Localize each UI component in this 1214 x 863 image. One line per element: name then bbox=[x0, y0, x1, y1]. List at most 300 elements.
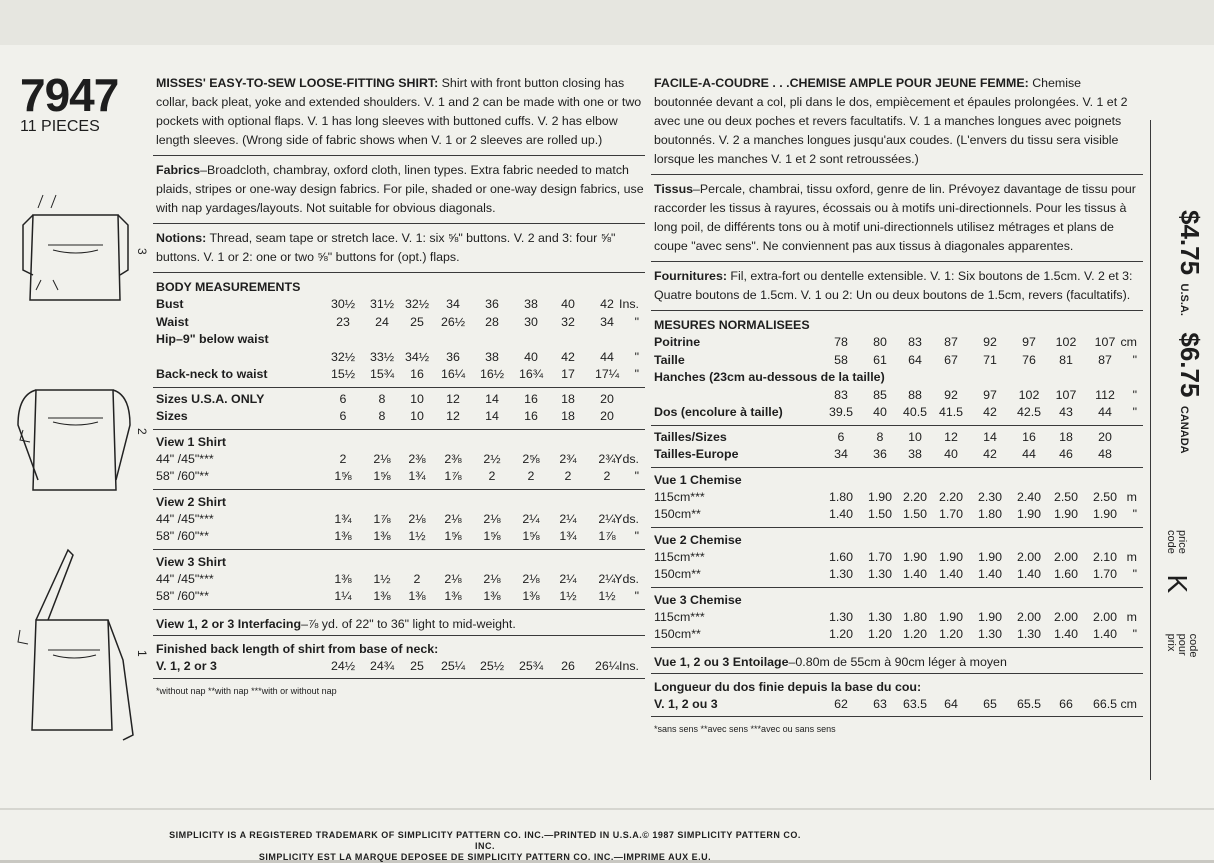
table-row bbox=[651, 369, 1143, 387]
cell-unit: " bbox=[1132, 387, 1137, 402]
cell-value: 2½ bbox=[483, 451, 501, 466]
cell-value: 1.20 bbox=[867, 627, 893, 641]
cell-value: 1⅜ bbox=[373, 589, 391, 603]
cell-unit: " bbox=[634, 314, 639, 329]
cell-value: 1.80 bbox=[828, 489, 854, 504]
cell-value: 15½ bbox=[330, 367, 356, 381]
cell-value: 44 bbox=[600, 349, 614, 364]
cell-value: 25 bbox=[410, 658, 424, 673]
view-title: View 1 Shirt bbox=[156, 434, 227, 449]
cell-value: 18 bbox=[1059, 429, 1073, 444]
cell-value: 1.90 bbox=[938, 609, 964, 624]
fabrics-title: Fabrics bbox=[156, 163, 201, 177]
cell-value: 38 bbox=[908, 447, 922, 461]
cell-unit: Yds. bbox=[614, 571, 639, 586]
price-code bbox=[1161, 530, 1198, 674]
sizes-table bbox=[153, 391, 645, 430]
cell-value: 26 bbox=[561, 658, 575, 673]
cell-value: 32½ bbox=[404, 297, 430, 311]
cell-value: 40 bbox=[944, 447, 958, 461]
row-label: Waist bbox=[156, 314, 189, 329]
table-row bbox=[153, 588, 645, 606]
cell-unit: " bbox=[634, 469, 639, 483]
price-usa bbox=[1174, 210, 1205, 454]
cell-value: 39.5 bbox=[828, 405, 854, 419]
cell-value: 30½ bbox=[330, 297, 356, 311]
cell-value: 6 bbox=[339, 409, 347, 423]
cell-value: 1.20 bbox=[902, 627, 928, 641]
finished-length-title: Longueur du dos finie depuis la base du cou: bbox=[654, 679, 922, 694]
cell-value: 20 bbox=[1098, 429, 1112, 444]
cell-unit: " bbox=[634, 589, 639, 603]
cell-value: 1⅞ bbox=[598, 529, 616, 543]
cell-value: 26½ bbox=[440, 314, 466, 329]
cell-value: 40 bbox=[524, 349, 538, 364]
interfacing-title: View 1, 2 or 3 Interfacing bbox=[156, 616, 302, 631]
row-label: Sizes bbox=[156, 409, 188, 423]
row-label: 150cm** bbox=[654, 627, 701, 641]
cell-value: 1.30 bbox=[1016, 627, 1042, 641]
finished-length bbox=[153, 640, 645, 680]
cell-value: 46 bbox=[1059, 447, 1073, 461]
cell-value: 1⅞ bbox=[444, 469, 462, 483]
copyright-en: SIMPLICITY IS A REGISTERED TRADEMARK OF SIMPLICITY PATTERN CO. INC.—PRINTED IN U.S.A.© 1987 SIMPLICITY PATTERN CO. INC. bbox=[169, 830, 801, 851]
row-label: 115cm*** bbox=[654, 489, 705, 504]
cell-unit: cm bbox=[1120, 335, 1137, 349]
cell-unit: " bbox=[634, 367, 639, 381]
table-row bbox=[651, 549, 1143, 567]
cell-value: 40 bbox=[561, 297, 575, 311]
cell-value: 65 bbox=[983, 696, 997, 711]
cell-value: 33½ bbox=[369, 349, 395, 364]
cell-value: 12 bbox=[446, 409, 460, 423]
cell-value: 88 bbox=[908, 387, 922, 402]
cell-value: 20 bbox=[600, 409, 614, 423]
table-row bbox=[651, 626, 1143, 644]
pattern-number: 7947 bbox=[20, 69, 119, 121]
table-row bbox=[651, 387, 1143, 405]
cell-unit: cm bbox=[1120, 696, 1137, 711]
cell-value: 1.90 bbox=[1016, 507, 1042, 521]
interfacing-text: –0.80m de 55cm à 90cm léger à moyen bbox=[788, 654, 1007, 669]
table-row bbox=[153, 528, 645, 546]
cell-value: 6 bbox=[339, 391, 347, 406]
notions-text: Thread, seam tape or stretch lace. V. 1: six ⅝" buttons. V. 2 and 3: four ⅝" buttons. V. 1 or 2: one or two ⅝" buttons for (opt.) flaps. bbox=[156, 231, 616, 264]
price-code-label: price code bbox=[1165, 530, 1188, 554]
price-canada-label: CANADA bbox=[1178, 405, 1190, 454]
view-title: Vue 2 Chemise bbox=[654, 532, 742, 547]
cell-value: 1.70 bbox=[867, 549, 893, 564]
fabrics-text: –Broadcloth, chambray, oxford cloth, linen types. Extra fabric needed to match plaids, stripes or one-way design fabrics. For pile, shaded or one-way design fabrics, use with nap yardages/layouts. Not suitable for obvious diagonals. bbox=[156, 163, 644, 215]
cell-value: 1.90 bbox=[938, 549, 964, 564]
cell-value: 2¼ bbox=[559, 511, 577, 526]
table-row bbox=[153, 314, 645, 332]
french-column bbox=[651, 74, 1143, 738]
cell-value: 42 bbox=[983, 405, 997, 419]
cell-value: 1.90 bbox=[902, 549, 928, 564]
cell-value: 1.30 bbox=[867, 567, 893, 581]
cell-value: 1.90 bbox=[867, 489, 893, 504]
cell-value: 58 bbox=[834, 352, 848, 367]
table-row bbox=[153, 391, 645, 409]
row-label: 150cm** bbox=[654, 567, 701, 581]
view-title: Vue 1 Chemise bbox=[654, 472, 742, 487]
cell-value: 1.60 bbox=[828, 549, 854, 564]
cell-unit: " bbox=[1132, 567, 1137, 581]
table-row bbox=[153, 408, 645, 426]
table-row bbox=[651, 429, 1143, 447]
cell-value: 16 bbox=[524, 409, 538, 423]
cell-unit: " bbox=[1132, 627, 1137, 641]
cell-value: 87 bbox=[1098, 352, 1112, 367]
price-canada-amount: $6.75 bbox=[1175, 332, 1205, 398]
cell-value: 2⅜ bbox=[408, 451, 426, 466]
cell-value: 1.90 bbox=[977, 609, 1003, 624]
cell-value: 2.20 bbox=[902, 489, 928, 504]
cell-value: 65.5 bbox=[1016, 696, 1042, 711]
cell-value: 1.80 bbox=[977, 507, 1003, 521]
row-label: Tailles-Europe bbox=[654, 447, 739, 461]
cell-value: 1⅜ bbox=[444, 589, 462, 603]
cell-value: 14 bbox=[485, 409, 499, 423]
cell-value: 36 bbox=[446, 349, 460, 364]
row-label: 115cm*** bbox=[654, 549, 705, 564]
cell-value: 85 bbox=[873, 387, 887, 402]
cell-value: 40.5 bbox=[902, 405, 928, 419]
row-label: 150cm** bbox=[654, 507, 701, 521]
fabrics-title: Tissus bbox=[654, 182, 694, 196]
interfacing bbox=[153, 613, 645, 636]
cell-value: 2.50 bbox=[1053, 489, 1079, 504]
cell-value: 31½ bbox=[369, 297, 395, 311]
cell-value: 25¾ bbox=[518, 658, 544, 673]
cell-value: 1⅝ bbox=[334, 469, 352, 483]
view-1-back-illustration bbox=[18, 550, 133, 740]
cell-value: 63 bbox=[873, 696, 887, 711]
cell-value: 23 bbox=[336, 314, 350, 329]
description-title: FACILE-A-COUDRE . . .CHEMISE AMPLE POUR JEUNE FEMME: bbox=[654, 76, 1029, 90]
table-row bbox=[153, 658, 645, 676]
cell-value: 1.40 bbox=[828, 507, 854, 521]
cell-value: 1.90 bbox=[1092, 507, 1118, 521]
cell-value: 2.10 bbox=[1092, 549, 1118, 564]
cell-value: 1.30 bbox=[977, 627, 1003, 641]
cell-value: 1.40 bbox=[977, 567, 1003, 581]
notions-text: Fil, extra-fort ou dentelle extensible. V. 1: Six boutons de 1.5cm. V. 2 et 3: Quatre boutons de 1.5cm. V. 1 ou 2: Un ou deux boutons de 1.5cm, revers (facultatifs). bbox=[654, 269, 1133, 302]
cell-value: 2 bbox=[413, 571, 421, 586]
cell-unit: Ins. bbox=[619, 658, 639, 673]
cell-unit: " bbox=[1132, 352, 1137, 367]
cell-value: 1⅝ bbox=[373, 469, 391, 483]
cell-value: 24¾ bbox=[369, 658, 395, 673]
table-row bbox=[153, 366, 645, 384]
cell-value: 2⅛ bbox=[444, 511, 462, 526]
body-measurements-title: MESURES NORMALISEES bbox=[654, 318, 810, 332]
row-label: 44" /45"*** bbox=[156, 571, 214, 586]
cell-value: 15¾ bbox=[369, 367, 395, 381]
price-usa-label: U.S.A. bbox=[1178, 283, 1190, 316]
table-row bbox=[651, 566, 1143, 584]
row-label: 58" /60"** bbox=[156, 469, 209, 483]
view-label-1: 1 bbox=[135, 650, 149, 657]
cell-value: 38 bbox=[524, 297, 538, 311]
cell-value: 97 bbox=[1022, 335, 1036, 349]
row-label: 58" /60"** bbox=[156, 529, 209, 543]
cell-value: 2.50 bbox=[1092, 489, 1118, 504]
cell-value: 14 bbox=[485, 391, 499, 406]
cell-value: 1½ bbox=[598, 589, 616, 603]
cell-value: 1⅝ bbox=[444, 529, 462, 543]
row-label: Hip–9" below waist bbox=[156, 332, 269, 346]
description-title: MISSES' EASY-TO-SEW LOOSE-FITTING SHIRT: bbox=[156, 76, 439, 90]
table-row bbox=[153, 349, 645, 367]
cell-value: 1¾ bbox=[559, 529, 577, 543]
cell-unit: Ins. bbox=[619, 297, 639, 311]
cell-value: 1.80 bbox=[902, 609, 928, 624]
cell-value: 6 bbox=[837, 429, 845, 444]
nap-footnote: *sans sens **avec sens ***avec ou sans sens bbox=[654, 724, 836, 734]
cell-value: 32½ bbox=[330, 349, 356, 364]
cell-value: 76 bbox=[1022, 352, 1036, 367]
cell-value: 92 bbox=[983, 335, 997, 349]
cell-unit: " bbox=[1132, 405, 1137, 419]
body-measurements-table bbox=[153, 278, 645, 388]
cell-value: 2 bbox=[527, 469, 535, 483]
table-row bbox=[651, 446, 1143, 464]
row-label: 44" /45"*** bbox=[156, 511, 214, 526]
cell-value: 2¼ bbox=[598, 511, 616, 526]
view-2-yardage bbox=[651, 531, 1143, 588]
cell-value: 16 bbox=[524, 391, 538, 406]
row-label: Poitrine bbox=[654, 335, 701, 349]
cell-value: 42.5 bbox=[1016, 405, 1042, 419]
cell-unit: Yds. bbox=[614, 511, 639, 526]
view-2-back-illustration bbox=[18, 390, 130, 490]
table-row bbox=[651, 609, 1143, 627]
cell-value: 2.30 bbox=[977, 489, 1003, 504]
row-label: Back-neck to waist bbox=[156, 367, 268, 381]
view-3-back-illustration bbox=[23, 195, 128, 300]
cell-value: 17¼ bbox=[594, 367, 620, 381]
row-label: Tailles/Sizes bbox=[654, 429, 727, 444]
row-label: Hanches (23cm au-dessous de la taille) bbox=[654, 370, 885, 384]
view-title: View 3 Shirt bbox=[156, 554, 227, 569]
cell-value: 87 bbox=[944, 335, 958, 349]
cell-value: 2.00 bbox=[1016, 549, 1042, 564]
row-label: Taille bbox=[654, 352, 685, 367]
cell-value: 48 bbox=[1098, 447, 1112, 461]
cell-value: 41.5 bbox=[938, 405, 964, 419]
cell-unit: m bbox=[1126, 489, 1137, 504]
table-row bbox=[153, 296, 645, 314]
view-title: Vue 3 Chemise bbox=[654, 592, 742, 607]
cell-value: 2¾ bbox=[559, 451, 577, 466]
cell-value: 38 bbox=[485, 349, 499, 364]
cell-value: 43 bbox=[1059, 405, 1073, 419]
cell-value: 2⅛ bbox=[483, 571, 501, 586]
price-sidebar bbox=[1150, 70, 1210, 790]
cell-value: 24½ bbox=[330, 658, 356, 673]
cell-value: 62 bbox=[834, 696, 848, 711]
cell-value: 1.70 bbox=[1092, 567, 1118, 581]
cell-value: 2¼ bbox=[522, 511, 540, 526]
nap-footnote: *without nap **with nap ***with or without nap bbox=[156, 686, 337, 696]
garment-back-views bbox=[8, 190, 158, 770]
fabrics bbox=[651, 180, 1143, 262]
table-row bbox=[651, 506, 1143, 524]
row-label: 44" /45"*** bbox=[156, 451, 214, 466]
cell-value: 1.30 bbox=[867, 609, 893, 624]
cell-value: 1⅜ bbox=[373, 529, 391, 543]
cell-value: 40 bbox=[873, 405, 887, 419]
cell-value: 2.00 bbox=[1016, 609, 1042, 624]
row-label: 115cm*** bbox=[654, 609, 705, 624]
cell-value: 16 bbox=[1022, 429, 1036, 444]
notions-title: Fournitures: bbox=[654, 269, 727, 283]
cell-unit: " bbox=[1132, 507, 1137, 521]
cell-value: 83 bbox=[834, 387, 848, 402]
view-title: View 2 Shirt bbox=[156, 494, 227, 509]
sizes-table bbox=[651, 429, 1143, 468]
cell-value: 1.90 bbox=[977, 549, 1003, 564]
interfacing bbox=[651, 651, 1143, 674]
notions bbox=[153, 229, 645, 273]
cell-value: 1.30 bbox=[828, 609, 854, 624]
cell-value: 2.00 bbox=[1092, 609, 1118, 624]
view-1-yardage bbox=[153, 433, 645, 490]
cell-value: 28 bbox=[485, 314, 499, 329]
cell-value: 61 bbox=[873, 352, 887, 367]
cell-value: 25 bbox=[410, 314, 424, 329]
interfacing-text: –⅞ yd. of 22" to 36" light to mid-weight. bbox=[301, 616, 516, 631]
body-measurements-title: BODY MEASUREMENTS bbox=[156, 280, 301, 294]
cell-value: 1⅜ bbox=[334, 571, 352, 586]
cell-value: 2.20 bbox=[938, 489, 964, 504]
table-row bbox=[153, 451, 645, 469]
cell-value: 63.5 bbox=[902, 696, 928, 711]
table-row bbox=[651, 696, 1143, 714]
cell-value: 17 bbox=[561, 367, 575, 381]
cell-value: 2.00 bbox=[1053, 549, 1079, 564]
price-code-letter: K bbox=[1162, 574, 1193, 594]
table-row bbox=[651, 352, 1143, 370]
cell-value: 1½ bbox=[408, 529, 426, 543]
description bbox=[153, 74, 645, 156]
cell-value: 1½ bbox=[559, 589, 577, 603]
cell-value: 8 bbox=[876, 429, 884, 444]
cell-value: 16¾ bbox=[518, 367, 544, 381]
description-text: Shirt with front button closing has collar, back pleat, yoke and extended shoulders. V. 1 and 2 can be made with one or two pockets with optional flaps. V. 1 has long sleeves with buttoned cuffs. V. 2 has elbow length sleeves. (Wrong side of fabric shows when V. 1 or 2 sleeves are rolled up.) bbox=[156, 76, 642, 147]
cell-value: 30 bbox=[524, 314, 538, 329]
cell-value: 107 bbox=[1094, 335, 1116, 349]
copyright-fr: SIMPLICITY EST LA MARQUE DEPOSEE DE SIMPLICITY PATTERN CO. INC.—IMPRIME AUX E.U. bbox=[258, 852, 712, 862]
cell-value: 66 bbox=[1059, 696, 1073, 711]
cell-value: 2⅛ bbox=[483, 511, 501, 526]
cell-value: 2 bbox=[488, 469, 496, 483]
cell-value: 1⅝ bbox=[483, 529, 501, 543]
fold-line bbox=[0, 808, 1214, 810]
cell-value: 2 bbox=[564, 469, 572, 483]
cell-value: 2.40 bbox=[1016, 489, 1042, 504]
cell-value: 20 bbox=[600, 391, 614, 406]
cell-value: 8 bbox=[378, 409, 386, 423]
view-1-yardage bbox=[651, 471, 1143, 528]
cell-value: 2¼ bbox=[598, 571, 616, 586]
cell-value: 1⅝ bbox=[522, 529, 540, 543]
description bbox=[651, 74, 1143, 175]
cell-value: 92 bbox=[944, 387, 958, 402]
row-label: V. 1, 2 or 3 bbox=[156, 658, 217, 673]
row-label: V. 1, 2 ou 3 bbox=[654, 696, 718, 711]
copyright bbox=[160, 830, 810, 863]
cell-value: 1.90 bbox=[1053, 507, 1079, 521]
cell-value: 42 bbox=[561, 349, 575, 364]
cell-value: 1.40 bbox=[1053, 627, 1079, 641]
row-label: Dos (encolure à taille) bbox=[654, 405, 783, 419]
cell-value: 1.40 bbox=[902, 567, 928, 581]
cell-value: 1¼ bbox=[334, 589, 352, 603]
finished-length-title: Finished back length of shirt from base of neck: bbox=[156, 641, 439, 656]
cell-value: 10 bbox=[410, 391, 424, 406]
cell-value: 24 bbox=[375, 314, 389, 329]
cell-value: 1⅜ bbox=[483, 589, 501, 603]
cell-value: 78 bbox=[834, 335, 848, 349]
cell-value: 2 bbox=[339, 451, 347, 466]
cell-value: 67 bbox=[944, 352, 958, 367]
table-row bbox=[153, 331, 645, 349]
body-measurements-table bbox=[651, 316, 1143, 426]
view-2-yardage bbox=[153, 493, 645, 550]
row-label: 58" /60"** bbox=[156, 589, 209, 603]
description-text: Chemise boutonnée devant a col, pli dans le dos, empiècement et épaules prolongées. V. 1 et 2 avec une ou deux poches et revers facultatifs. V. 1 a manches longues avec poignets boutonnés. V. 2 a manches longues jusqu'aux coudes. (L'envers du tissu sera visible lorsque les manches V. 1 et 2 sont retroussées.) bbox=[654, 76, 1128, 166]
cell-value: 44 bbox=[1022, 447, 1036, 461]
table-row bbox=[153, 511, 645, 529]
cell-value: 44 bbox=[1098, 405, 1112, 419]
cell-value: 8 bbox=[378, 391, 386, 406]
view-3-yardage bbox=[651, 591, 1143, 648]
cell-value: 1.20 bbox=[828, 627, 854, 641]
cell-unit: Yds. bbox=[614, 451, 639, 466]
table-row bbox=[651, 334, 1143, 352]
row-label: Bust bbox=[156, 297, 184, 311]
cell-value: 12 bbox=[446, 391, 460, 406]
cell-value: 2⅛ bbox=[444, 571, 462, 586]
cell-value: 1.30 bbox=[828, 567, 854, 581]
cell-value: 97 bbox=[983, 387, 997, 402]
cell-unit: m bbox=[1126, 549, 1137, 564]
cell-value: 64 bbox=[908, 352, 922, 367]
cell-value: 1¾ bbox=[334, 511, 352, 526]
english-column bbox=[153, 74, 645, 700]
cell-value: 112 bbox=[1095, 387, 1115, 402]
cell-value: 2¾ bbox=[598, 451, 616, 466]
cell-value: 14 bbox=[983, 429, 997, 444]
cell-value: 16½ bbox=[479, 367, 505, 381]
cell-value: 107 bbox=[1055, 387, 1077, 402]
cell-value: 1¾ bbox=[408, 469, 426, 483]
table-row bbox=[651, 404, 1143, 422]
cell-value: 81 bbox=[1059, 352, 1073, 367]
cell-value: 42 bbox=[983, 447, 997, 461]
cell-value: 1.40 bbox=[1016, 567, 1042, 581]
cell-value: 26¼ bbox=[594, 658, 620, 673]
cell-value: 1.60 bbox=[1053, 567, 1079, 581]
cell-value: 10 bbox=[410, 409, 424, 423]
cell-value: 71 bbox=[983, 352, 997, 367]
cell-value: 2⅛ bbox=[373, 451, 391, 466]
notions-title: Notions: bbox=[156, 231, 207, 245]
cell-value: 2⅜ bbox=[444, 451, 462, 466]
